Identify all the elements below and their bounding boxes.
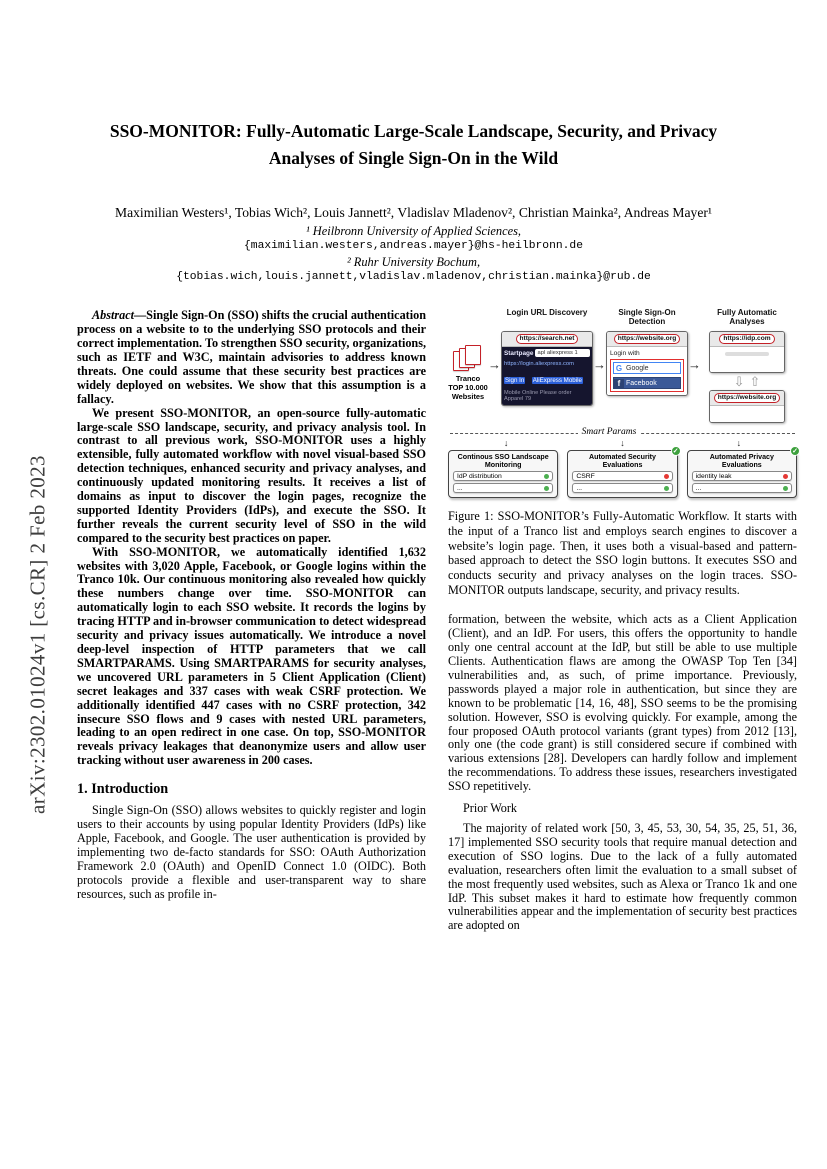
privacy-more-pill [692,483,792,493]
arrow-down-icon: ⇩ [733,374,745,390]
search-results-body [502,347,592,405]
arrow-right-icon: → [688,357,701,373]
facebook-icon: f [614,379,624,388]
security-box-title: Automated Security Evaluations [588,453,656,470]
idp-form-placeholder [725,352,769,356]
figure-1-caption: Figure 1: SSO-MONITOR’s Fully-Automatic Workflow. It starts with the input of a Tranco list and employs search engines to discover a website’s login page. Then, it uses both a visual-based and pattern-based approach to detect the SSO login buttons. It executes SSO and conducts security and privacy analyses on the login traces. SSO-MONITOR outputs landscape, security, and privacy results. [448,509,797,597]
abstract-paragraph-1 [77,309,426,406]
facebook-login-button [613,377,681,389]
analyses-window-stack [701,331,793,423]
search-window-urlbar [502,332,592,347]
login-with-label: Login with [610,350,640,358]
smart-params-label: Smart Params [578,427,641,437]
figure-top-row [448,331,797,423]
search-result-highlight-2: AliExpress Mobile [532,377,582,385]
search-result-highlight-1: Sign In [505,377,525,385]
check-icon: ✓ [790,446,800,456]
left-column [77,309,426,933]
prior-work-heading: Prior Work [463,801,517,816]
right-column-text [448,613,797,933]
pill-label: ... [695,484,702,492]
section-heading-introduction: 1. Introduction [77,781,169,798]
security-more-pill [572,483,672,493]
idp-window-body [710,352,784,372]
search-result-snippet: Mobile Online Please order Apparel 79 [504,390,572,403]
document-icon [465,345,481,365]
website-window-2 [709,390,785,423]
tranco-input [448,345,488,401]
google-icon: G [615,363,623,373]
security-evaluations-box [567,450,677,498]
landscape-box-title: Continous SSO Landscape Monitoring [457,453,549,470]
figure-header-fully-automatic-analyses: Fully Automatic Analyses [717,308,777,327]
landscape-monitoring-box [448,450,558,498]
flow-down-arrows [448,439,797,448]
sso-detection-highlight [610,359,684,392]
body-paragraph-continuation: formation, between the website, which acts as a Client Application (Client), and an IdP. For users, this offers the opportunity to handle only one central account at the IdP, but still be able to use multiple Clients. Authentication flaws are among the OWASP Top Ten [34] vulnerabilities and, as such, of prime importance. Previously, passwords played a major role in authentication, but since they are known to be problematic [14, 16, 48], SSO seems to be the promising solution. However, SSO is evolving quickly. For example, among the four proposed OAuth protocol variants (grant types) from 2012 [13], only one (the code grant) is still considered secure if combined with various extensions [28]. Developers can hardly follow and implement the recommendations. To address these issues, researchers investigated SSO repetitively. [448,612,797,794]
figure-output-boxes [448,450,797,498]
check-icon: ✓ [671,446,681,456]
paper-title-line-2: Analyses of Single Sign-On in the Wild [268,148,559,169]
landscape-more-pill [453,483,553,493]
idp-window-urlbar [710,332,784,347]
figure-header-sso-detection: Single Sign-On Detection [618,308,676,327]
status-dot-red [783,474,788,479]
right-column [448,309,797,933]
search-engine-window [501,331,593,406]
status-dot-red [664,474,669,479]
arrow-down-icon: ↓ [503,438,509,449]
paper-title-line-1: SSO-MONITOR: Fully-Automatic Large-Scale Landscape, Security, and Privacy [109,121,718,141]
privacy-box-title: Automated Privacy Evaluations [709,453,774,470]
figure-1 [448,309,797,498]
abstract-text-1: Single Sign-On (SSO) shifts the crucial authentication process on a website to to the underlying SSO protocols and their correct implementation. To strengthen SSO security, organizations, such as IETF and W3C, maintain advisories to address known threats. One could assume that these security best practices are widely deployed on websites. We show that this assumption is a fallacy. [77,308,426,406]
website-window-urlbar [607,332,687,347]
website-login-window [606,331,688,396]
figure-header-login-url-discovery: Login URL Discovery [506,308,588,318]
affiliation-2: ² Ruhr University Bochum, [346,255,481,270]
pill-label: CSRF [576,472,595,480]
search-result-url: https://login.aliexpress.com [504,361,574,368]
status-dot-green [544,474,549,479]
search-query-field: apl aliexpress 1 [535,349,590,357]
arrow-right-icon: → [488,357,501,373]
authors-line: Maximilian Westers¹, Tobias Wich², Louis Jannett², Vladislav Mladenov², Christian Mainka², Andreas Mayer¹ [115,205,712,221]
pill-label: identity leak [695,472,732,480]
idp-distribution-pill [453,471,553,481]
website-window-url: https://website.org [614,334,681,344]
pill-label: ... [457,484,463,492]
smart-params-divider [450,427,795,439]
arrow-down-icon: ↓ [736,438,742,449]
arrow-up-icon: ⇧ [749,374,761,390]
abstract-label: Abstract— [92,308,147,323]
idp-window [709,331,785,373]
google-button-label: Google [626,364,649,372]
redirect-arrows [734,375,761,388]
pill-label: ... [576,484,582,492]
affiliation-1: ¹ Heilbronn University of Applied Sciences, [306,224,521,239]
csrf-pill [572,471,672,481]
search-result [504,361,590,402]
search-topbar [504,349,590,357]
pill-label: IdP distribution [457,472,502,480]
abstract-paragraph-3: With SSO-MONITOR, we automatically identified 1,632 websites with 3,020 Apple, Facebook, or Google logins within the Tranco 10k. Our continuous monitoring also revealed how quickly these numbers change over time. SSO-MONITOR can automatically login to each SSO website. It records the logins by tracing HTTP and in-browser communication to detect widespread security and privacy issues automatically. We introduce a novel deep-level inspection of HTTP parameters that we call SMARTPARAMS. Using SMARTPARAMS for security analyses, we uncovered URL parameters in 5 Client Application (Client) secret leakages and 337 cases with weak CSRF protection. We additionally identified 447 cases with no CSRF protection, 342 insecure SSO flows and 9 cases with nested URL parameters, leading to an open redirect in one case. On top, SSO-MONITOR reveals privacy leakages that deanonymize users and allow user tracking without user awareness in 200 cases. [77,544,426,768]
arxiv-watermark: arXiv:2302.01024v1 [cs.CR] 2 Feb 2023 [25,455,50,814]
privacy-evaluations-box [687,450,797,498]
body-paragraph-prior-work: The majority of related work [50, 3, 45, 53, 30, 54, 35, 25, 51, 36, 17] implemented SSO security tools that require manual detection and execution of SSO logins. Due to the lack of a fully automated evaluation, researchers often limit the evaluation to a small subset of the most frequently used websites, such as Alexa or Tranco 1k and one IdP. This subset makes it hard to estimate how frequently common vulnerabilities appear and the implementation of security best practices are adopted on [448,821,797,933]
arrow-down-icon: ↓ [620,438,625,449]
figure-column-headers [448,309,797,327]
status-dot-green [664,486,669,491]
website-window-2-body [710,406,784,422]
email-2: {tobias.wich,louis.jannett,vladislav.mladenov,christian.mainka}@rub.de [176,271,651,284]
status-dot-green [783,486,788,491]
paper-title [60,118,767,172]
two-column-body [77,309,798,933]
search-result-title [504,369,590,387]
abstract-paragraph-2: We present SSO-MONITOR, an open-source fully-automatic large-scale SSO landscape, security, and privacy analysis tool. In contrast to all previous work, SSO-MONITOR uses a highly extensible, fully automated workflow with novel visual-based SSO detection techniques, enhanced security and privacy analyses, and continuously updated monitoring results. It receives a list of domains as input to discover the login pages, recognize the supported Identity Providers (IdPs), and execute the SSO. It further reveals the current security level of SSO in the wild compared to the security best practices on paper. [77,405,426,545]
identity-leak-pill [692,471,792,481]
search-window-url: https://search.net [516,334,579,344]
tranco-documents-icon [453,345,483,372]
intro-paragraph-1: Single Sign-On (SSO) allows websites to quickly register and login users to their accounts by using popular Identity Providers (IdPs) like Apple, Facebook, and Google. The user authentication is provided by implementing two de-facto standards for SSO: OAuth Authorization Framework 2.0 (OAuth) and OpenID Connect 1.0 (OIDC). Both protocols provide a flexible and user-transparent way to share resources, such as profile in- [77,803,426,901]
website-window-2-url: https://website.org [714,393,781,403]
idp-window-url: https://idp.com [719,334,774,344]
website-login-body [607,347,687,395]
email-1: {maximilian.westers,andreas.mayer}@hs-heilbronn.de [244,240,583,253]
arrow-right-icon: → [593,357,606,373]
status-dot-green [544,486,549,491]
website-window-2-urlbar [710,391,784,406]
facebook-button-label: Facebook [626,379,657,387]
startpage-logo: Startpage [504,349,534,357]
google-login-button [613,362,681,374]
tranco-label: Tranco TOP 10.000 Websites [448,374,488,401]
